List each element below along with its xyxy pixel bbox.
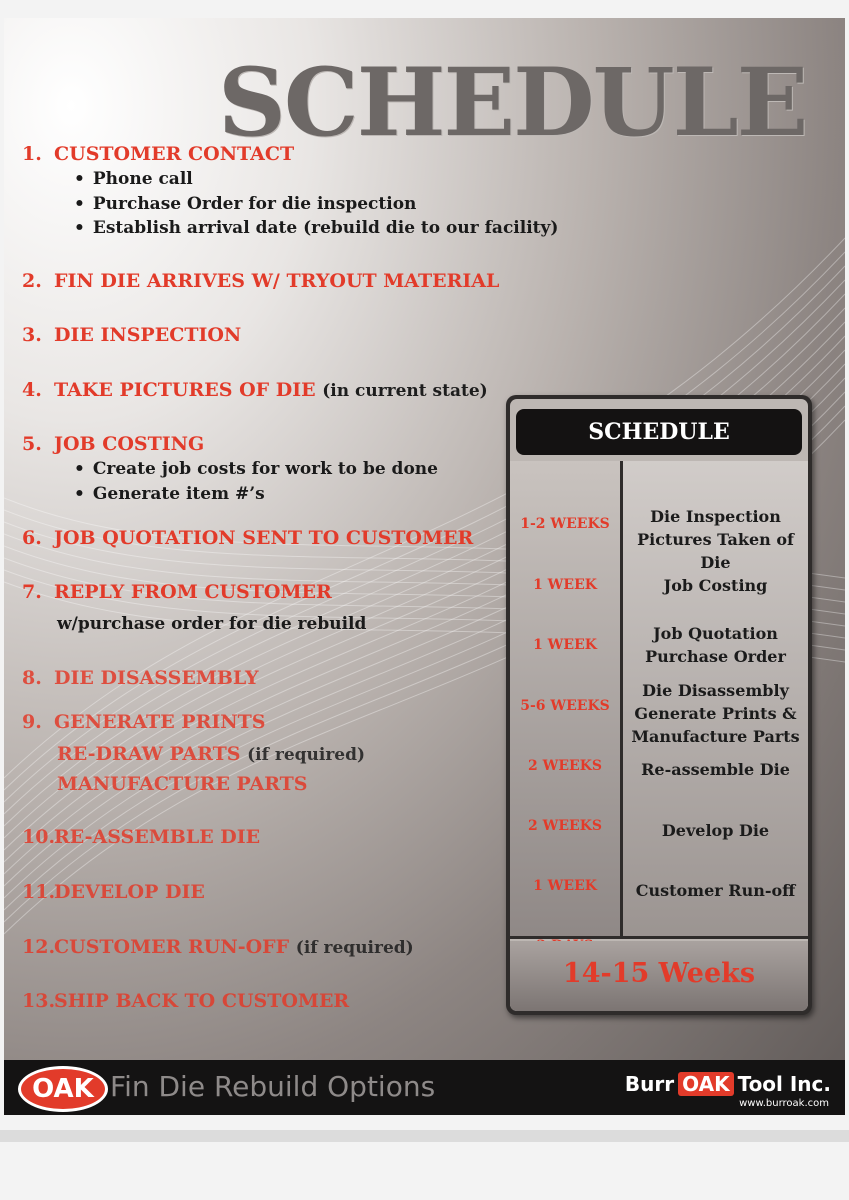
row-3-task-text: Job Quotation Purchase Order — [645, 624, 786, 666]
row-6-task — [623, 819, 808, 842]
step-5-bullet-1: • Create job costs for work to be done — [74, 459, 438, 479]
step-13-label: SHIP BACK TO CUSTOMER — [54, 990, 350, 1012]
step-12-label: CUSTOMER RUN-OFF — [54, 936, 290, 958]
page-title: SCHEDULE — [218, 48, 807, 158]
row-7-task — [623, 879, 808, 902]
step-1 — [22, 143, 294, 165]
footer-bar — [4, 1060, 845, 1115]
step-3-number: 3. — [22, 324, 42, 346]
step-6 — [22, 527, 473, 549]
step-2 — [22, 270, 499, 292]
row-1-task-text: Die Inspection Pictures Taken of Die — [637, 507, 794, 572]
step-10-label: RE-ASSEMBLE DIE — [54, 826, 261, 848]
schedule-panel-inner — [510, 399, 808, 1011]
brand-post: Tool Inc. — [737, 1072, 831, 1096]
step-2-number: 2. — [22, 270, 42, 292]
step-13-number: 13. — [22, 990, 56, 1012]
row-6-duration: 2 WEEKS — [528, 818, 602, 834]
row-5-task-text: Re-assemble Die — [641, 760, 790, 779]
brand-pre: Burr — [624, 1072, 675, 1096]
row-4-task-text: Die Disassembly Generate Prints & Manufacture Parts — [631, 681, 800, 746]
row-7-duration: 1 WEEK — [533, 878, 597, 894]
step-9 — [22, 711, 265, 733]
step-5-number: 5. — [22, 433, 42, 455]
step-12-note: (if required) — [295, 938, 414, 958]
step-9-redraw-note: (if required) — [247, 745, 366, 765]
brand-logo — [625, 1072, 831, 1096]
step-4-number: 4. — [22, 379, 42, 401]
step-9-number: 9. — [22, 711, 42, 733]
step-9-extra-1 — [57, 743, 365, 765]
row-2-task-text: Job Costing — [663, 576, 768, 595]
step-7 — [22, 581, 332, 603]
step-7-number: 7. — [22, 581, 42, 603]
step-11-number: 11. — [22, 881, 56, 903]
row-1-duration: 1-2 WEEKS — [520, 516, 610, 532]
schedule-panel-header: SCHEDULE — [516, 409, 802, 455]
step-9-extra-2: MANUFACTURE PARTS — [57, 773, 308, 795]
step-7-subline: w/purchase order for die rebuild — [57, 614, 367, 634]
step-12-number: 12. — [22, 936, 56, 958]
step-10 — [22, 826, 260, 848]
step-6-number: 6. — [22, 527, 42, 549]
page-bottom-strip — [0, 1130, 849, 1142]
schedule-panel — [506, 395, 812, 1015]
step-1-number: 1. — [22, 143, 42, 165]
panel-bottom-divider — [510, 936, 808, 939]
step-9-label: GENERATE PRINTS — [54, 711, 266, 733]
step-3 — [22, 324, 241, 346]
row-5-duration: 2 WEEKS — [528, 758, 602, 774]
step-3-label: DIE INSPECTION — [54, 324, 242, 346]
step-1-bullet-1: • Phone call — [74, 169, 193, 189]
row-4-duration: 5-6 WEEKS — [520, 698, 610, 714]
step-11 — [22, 881, 205, 903]
step-2-label: FIN DIE ARRIVES W/ TRYOUT MATERIAL — [54, 270, 500, 292]
row-6-task-text: Develop Die — [661, 821, 770, 840]
brand-box: OAK — [678, 1072, 733, 1096]
step-11-label: DEVELOP DIE — [54, 881, 205, 903]
row-7-task-text: Customer Run-off — [635, 881, 796, 900]
step-5-label: JOB COSTING — [54, 433, 205, 455]
footer-title: Fin Die Rebuild Options — [110, 1070, 436, 1103]
step-1-label: CUSTOMER CONTACT — [54, 143, 295, 165]
row-3-task — [623, 622, 808, 668]
row-1-task — [623, 505, 808, 574]
step-4-note: (in current state) — [322, 381, 488, 401]
step-7-label: REPLY FROM CUSTOMER — [54, 581, 332, 603]
row-2-task — [623, 574, 808, 597]
step-9-redraw-label: RE-DRAW PARTS — [57, 743, 241, 765]
step-10-number: 10. — [22, 826, 56, 848]
step-13 — [22, 990, 349, 1012]
step-4 — [22, 379, 488, 401]
step-1-bullet-2: • Purchase Order for die inspection — [74, 194, 416, 214]
step-8 — [22, 667, 259, 689]
step-12 — [22, 936, 414, 958]
row-2-duration: 1 WEEK — [533, 577, 597, 593]
oak-logo-badge: OAK — [18, 1066, 108, 1112]
step-8-label: DIE DISASSEMBLY — [54, 667, 259, 689]
website-link[interactable]: www.burroak.com — [739, 1098, 829, 1109]
step-4-label: TAKE PICTURES OF DIE — [54, 379, 316, 401]
step-6-label: JOB QUOTATION SENT TO CUSTOMER — [54, 527, 474, 549]
row-3-duration: 1 WEEK — [533, 637, 597, 653]
step-5-bullet-2: • Generate item #’s — [74, 484, 265, 504]
row-4-task — [623, 679, 808, 748]
step-8-number: 8. — [22, 667, 42, 689]
step-1-bullet-3: • Establish arrival date (rebuild die to our facility) — [74, 218, 558, 238]
step-5 — [22, 433, 204, 455]
schedule-total: 14-15 Weeks — [510, 941, 808, 1011]
row-5-task — [623, 758, 808, 781]
